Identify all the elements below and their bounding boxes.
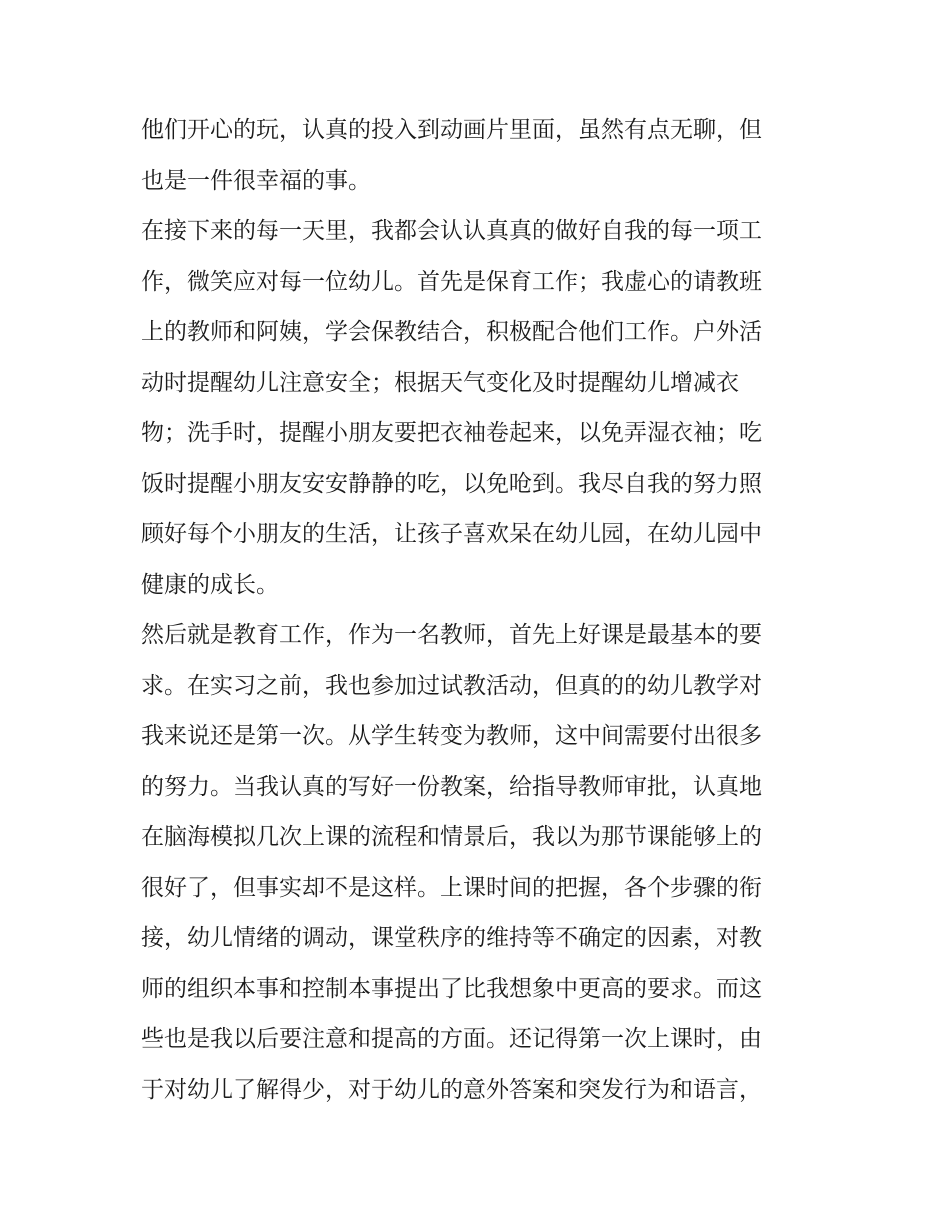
text-line: 饭时提醒小朋友安安静静的吃，以免呛到。我尽自我的努力照 — [141, 470, 762, 497]
text-line: 于对幼儿了解得少，对于幼儿的意外答案和突发行为和语言， — [141, 1076, 762, 1103]
body-text — [141, 105, 813, 1115]
text-line: 然后就是教育工作，作为一名教师，首先上好课是最基本的要 — [141, 622, 762, 648]
text-line: 些也是我以后要注意和提高的方面。还记得第一次上课时，由 — [141, 1026, 762, 1052]
text-line: 求。在实习之前，我也参加过试教活动，但真的的幼儿教学对 — [141, 672, 762, 699]
text-line: 在脑海模拟几次上课的流程和情景后，我以为那节课能够上的 — [141, 824, 762, 850]
text-line: 在接下来的每一天里，我都会认认真真的做好自我的每一项工 — [141, 218, 762, 244]
text-line: 作，微笑应对每一位幼儿。首先是保育工作；我虚心的请教班 — [141, 268, 762, 295]
text-line: 物；洗手时，提醒小朋友要把衣袖卷起来，以免弄湿衣袖；吃 — [141, 420, 762, 446]
text-line: 接，幼儿情绪的调动，课堂秩序的维持等不确定的因素，对教 — [141, 925, 762, 951]
text-line: 他们开心的玩，认真的投入到动画片里面，虽然有点无聊，但 — [141, 117, 762, 143]
text-line: 动时提醒幼儿注意安全；根据天气变化及时提醒幼儿增减衣 — [141, 369, 739, 396]
text-line: 上的教师和阿姨，学会保教结合，积极配合他们工作。户外活 — [141, 319, 762, 345]
text-line: 健康的成长。 — [141, 571, 279, 598]
text-line: 也是一件很幸福的事。 — [141, 167, 371, 194]
text-line: 师的组织本事和控制本事提出了比我想象中更高的要求。而这 — [141, 975, 762, 1002]
text-line: 很好了，但事实却不是这样。上课时间的把握，各个步骤的衔 — [141, 874, 762, 901]
text-line: 我来说还是第一次。从学生转变为教师，这中间需要付出很多 — [141, 723, 762, 749]
text-line: 的努力。当我认真的写好一份教案，给指导教师审批，认真地 — [141, 773, 762, 800]
text-line: 顾好每个小朋友的生活，让孩子喜欢呆在幼儿园，在幼儿园中 — [141, 521, 762, 547]
